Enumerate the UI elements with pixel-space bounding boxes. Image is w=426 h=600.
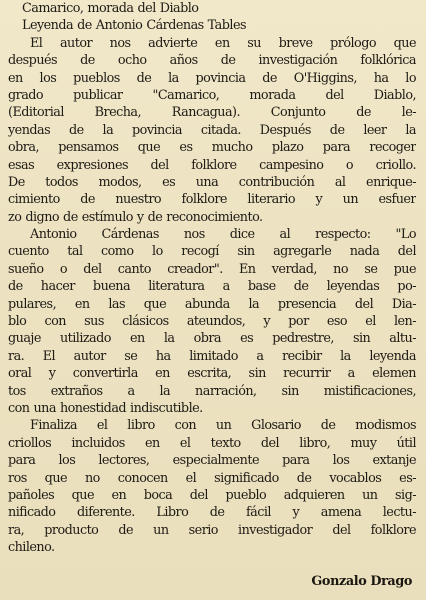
text-line: en los pueblos de la povincia de O'Higgins, ha lo <box>8 70 416 86</box>
text-line: (Editorial Brecha, Rancagua). Conjunto de le- <box>8 105 416 121</box>
text-line: criollos incluidos en el texto del libro, muy útil <box>8 435 416 451</box>
text-line: ros que no conocen el significado de vocablos es- <box>8 470 416 486</box>
text-line: chileno. <box>8 540 55 556</box>
text-line: El autor nos advierte en su breve prólogo que <box>30 35 416 51</box>
text-line: De todos modos, es una contribución al enrique- <box>8 174 416 190</box>
text-line: grado publicar "Camarico, morada del Diablo, <box>8 87 416 103</box>
text-line: pulares, en las que abunda la presencia del Dia- <box>8 296 416 312</box>
text-line: de hacer buena literatura a base de leyendas po- <box>8 279 416 295</box>
text-line: cuento tal como lo recogí sin agregarle nada del <box>8 244 416 260</box>
article-title: Camarico, morada del Diablo <box>22 1 199 16</box>
text-line: tos extraños a la narración, sin mistificaciones, <box>8 383 416 399</box>
text-line: esas expresiones del folklore campesino o criollo. <box>8 157 416 173</box>
text-line: cimiento de nuestro folklore literario y un esfuer <box>8 192 416 208</box>
article <box>8 0 416 557</box>
text-line: obra, pensamos que es mucho plazo para recoger <box>8 140 416 156</box>
text-line: ra, producto de un serio investigador del folklore <box>8 522 416 538</box>
article-byline: Leyenda de Antonio Cárdenas Tables <box>22 18 246 34</box>
text-line: Antonio Cárdenas nos dice al respecto: "Lo <box>30 227 416 243</box>
author-signature: Gonzalo Drago <box>311 574 412 589</box>
text-line: Finaliza el libro con un Glosario de modismos <box>30 418 416 434</box>
text-line: zo digno de estímulo y de reconocimiento. <box>8 209 263 225</box>
text-line: guaje utilizado en la obra es pedrestre, sin altu- <box>8 331 416 347</box>
text-line: yendas de la povincia citada. Después de leer la <box>8 122 416 138</box>
text-line: ra. El autor se ha limitado a recibir la leyenda <box>8 348 416 364</box>
text-line: después de ocho años de investigación folklórica <box>8 53 416 69</box>
text-line: blo con sus clásicos ateundos, y por eso el len- <box>8 314 416 330</box>
text-line: nificado diferente. Libro de fácil y amena lectu- <box>8 505 416 521</box>
text-line: con una honestidad indiscutible. <box>8 400 203 416</box>
text-line: pañoles que en boca del pueblo adquieren un sig- <box>8 487 416 503</box>
text-line: oral y convertirla en escrita, sin recurrir a elemen <box>8 366 416 382</box>
text-line: para los lectores, especialmente para los extanje <box>8 453 416 469</box>
text-line: sueño o del canto creador". En verdad, no se pue <box>8 261 416 277</box>
